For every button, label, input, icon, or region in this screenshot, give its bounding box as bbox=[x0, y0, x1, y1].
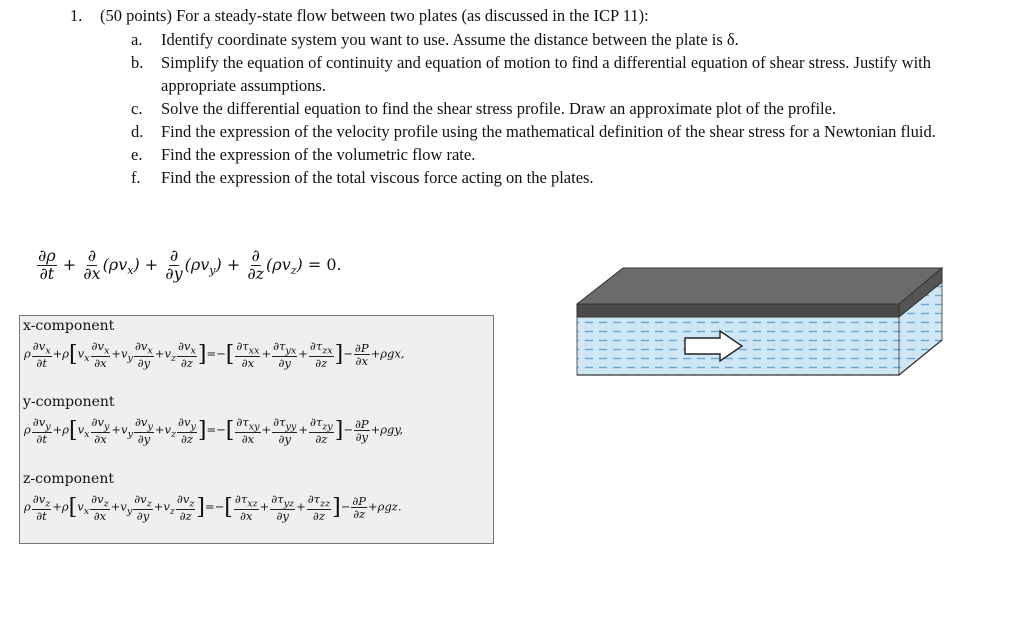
z-component-header: z-component bbox=[23, 471, 114, 487]
y-momentum-equation: ρ $\frac{\partial v_y}{\partial t}$ $+\rho[v_x$ $\frac{\partial v_y}{\partial x}$ $+v_y$ $\frac{\partial v_y}{\partial y}$ $+v_z$ $\frac{\partial v_y}{\partial z}$ ]=−[ $\frac{\partial\tau_{xy}}{\partial x}$ + $\frac{\partial\tau_{yy}}{\partial y}$ + $\frac{\partial\tau_{zy}}{\partial z}$ ]− $\frac{\partial P}{\partial y}$ +ρgy, bbox=[24, 415, 404, 447]
y-body-force: +ρgy, bbox=[370, 422, 404, 437]
motion-equations-box bbox=[19, 315, 494, 544]
item-text: Find the expression of the total viscous force acting on the plates. bbox=[161, 168, 594, 187]
problem-item-list bbox=[131, 28, 961, 189]
problem-number: 1. bbox=[70, 6, 83, 25]
problem-heading-text: (50 points) For a steady-state flow between two plates (as discussed in the ICP 11): bbox=[100, 6, 649, 25]
top-plate-front bbox=[577, 304, 899, 317]
x-momentum-equation: ρ $\frac{\partial v_x}{\partial t}$ $+\rho[v_x$ $\frac{\partial v_x}{\partial x}$ $+v_y$ $\frac{\partial v_x}{\partial y}$ $+v_z$ $\frac{\partial v_x}{\partial z}$ ]=−[ $\frac{\partial\tau_{xx}}{\partial x}$ + $\frac{\partial\tau_{yx}}{\partial y}$ + $\frac{\partial\tau_{zx}}{\partial z}$ ]− $\frac{\partial P}{\partial x}$ +ρgx, bbox=[24, 339, 405, 371]
item-text: Find the expression of the volumetric flow rate. bbox=[161, 145, 476, 164]
item-text: Find the expression of the velocity profile using the mathematical definition of the shear stress for a Newtonian fluid. bbox=[161, 122, 936, 141]
item-text: Solve the differential equation to find the shear stress profile. Draw an approximate plot of the profile. bbox=[161, 99, 837, 118]
problem-item bbox=[131, 143, 961, 166]
item-label: d. bbox=[131, 122, 144, 141]
x-component-header: x-component bbox=[23, 318, 115, 334]
item-label: e. bbox=[131, 145, 143, 164]
z-body-force: +ρgz. bbox=[368, 499, 402, 514]
item-text: Identify coordinate system you want to use. Assume the distance between the plate is δ. bbox=[161, 30, 739, 49]
continuity-rhs: = 0. bbox=[307, 254, 342, 274]
item-label: b. bbox=[131, 53, 144, 72]
x-body-force: +ρgx, bbox=[370, 346, 405, 361]
y-component-header: y-component bbox=[23, 394, 115, 410]
problem-item bbox=[131, 28, 961, 51]
item-label: c. bbox=[131, 99, 143, 118]
problem-item bbox=[131, 51, 961, 97]
problem-item bbox=[131, 166, 961, 189]
item-label: a. bbox=[131, 30, 143, 49]
problem-heading bbox=[70, 6, 649, 26]
problem-item bbox=[131, 120, 961, 143]
z-momentum-equation: ρ $\frac{\partial v_z}{\partial t}$ $+\rho[v_x$ $\frac{\partial v_z}{\partial x}$ $+v_y$ $\frac{\partial v_z}{\partial y}$ $+v_z$ $\frac{\partial v_z}{\partial z}$ ]=−[ $\frac{\partial\tau_{xz}}{\partial x}$ + $\frac{\partial\tau_{yz}}{\partial y}$ + $\frac{\partial\tau_{zz}}{\partial z}$ ]− $\frac{\partial P}{\partial z}$ +ρgz. bbox=[24, 492, 402, 524]
problem-item bbox=[131, 97, 961, 120]
item-label: f. bbox=[131, 168, 141, 187]
continuity-equation: $\frac{\partial\rho}{\partial t}$ + $\frac{\partial}{\partial x}$ $(\rho v_x)$ + $\frac{\partial}{\partial y}$ $(\rho v_y)$ + $\frac{\partial}{\partial z}$ $(\rho v_z) = 0$. bbox=[38, 246, 342, 283]
item-text: Simplify the equation of continuity and equation of motion to find a differential equation of shear stress. Justify with appropriate assumptions. bbox=[161, 53, 932, 95]
parallel-plates-figure bbox=[570, 255, 960, 385]
top-plate-top bbox=[577, 268, 942, 304]
